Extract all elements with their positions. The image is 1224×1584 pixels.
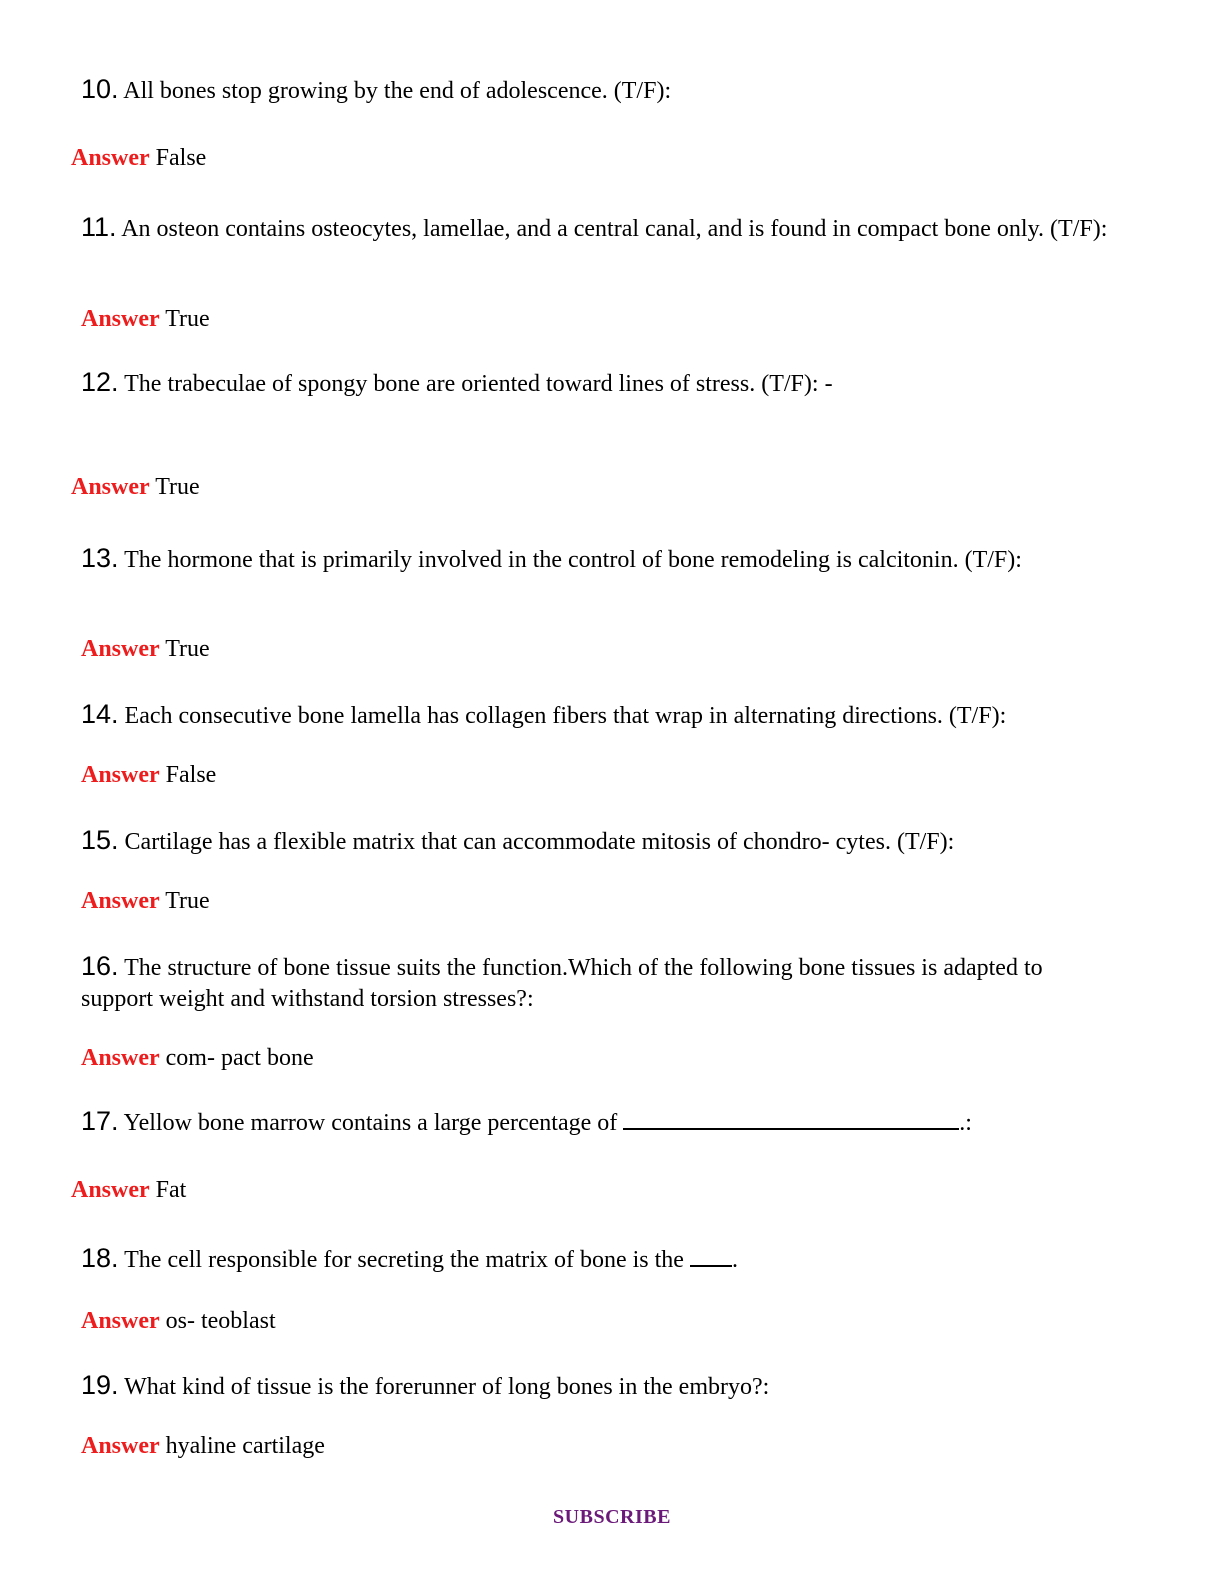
question-text: The trabeculae of spongy bone are oriented toward lines of stress. (T/F): -	[124, 371, 833, 397]
answer-label: Answer	[81, 888, 160, 914]
answer-text: com- pact bone	[165, 1045, 314, 1071]
answer-text: True	[165, 306, 210, 332]
answer-text: False	[165, 762, 217, 788]
answer-label: Answer	[71, 1177, 150, 1203]
question-number: 18.	[81, 1243, 119, 1273]
answer-16	[81, 1043, 314, 1074]
question-text: All bones stop growing by the end of adolescence. (T/F):	[123, 78, 672, 104]
question-number: 10.	[81, 74, 119, 104]
question-11	[81, 212, 1141, 245]
question-number: 12.	[81, 367, 119, 397]
question-text: An osteon contains osteocytes, lamellae, and a central canal, and is found in compact bone only. (T/F):	[121, 216, 1108, 242]
question-text: Yellow bone marrow contains a large percentage of	[123, 1110, 618, 1136]
question-number: 13.	[81, 543, 119, 573]
question-number: 19.	[81, 1370, 119, 1400]
answer-text: Fat	[155, 1177, 187, 1203]
answer-label: Answer	[81, 1045, 160, 1071]
answer-label: Answer	[81, 1433, 160, 1459]
answer-18	[81, 1306, 276, 1337]
answer-11	[81, 304, 210, 335]
question-text: The structure of bone tissue suits the function.Which of the following bone tissues is adapted to support weight and withstand torsion stresses?:	[81, 955, 1043, 1012]
answer-text: False	[155, 145, 207, 171]
answer-label: Answer	[81, 762, 160, 788]
answer-text: True	[165, 636, 210, 662]
question-17	[81, 1106, 972, 1139]
answer-text: os- teoblast	[165, 1308, 276, 1334]
answer-13	[81, 634, 210, 665]
question-number: 14.	[81, 699, 119, 729]
question-13	[81, 543, 1141, 576]
question-text-end: .:	[959, 1110, 972, 1136]
answer-14	[81, 760, 216, 791]
question-text: What kind of tissue is the forerunner of long bones in the embryo?:	[124, 1374, 770, 1400]
fill-in-blank	[690, 1243, 732, 1267]
answer-17	[71, 1175, 186, 1206]
answer-10	[71, 143, 206, 174]
question-text: Each consecutive bone lamella has collagen fibers that wrap in alternating directions. (T/F):	[124, 703, 1007, 729]
question-number: 11.	[81, 212, 117, 242]
question-number: 15.	[81, 825, 119, 855]
question-text: Cartilage has a flexible matrix that can accommodate mitosis of chondro- cytes. (T/F):	[124, 829, 955, 855]
answer-label: Answer	[71, 145, 150, 171]
answer-15	[81, 886, 210, 917]
fill-in-blank	[623, 1106, 959, 1130]
answer-12	[71, 472, 200, 503]
question-number: 16.	[81, 951, 119, 981]
question-10	[81, 74, 671, 107]
question-text: The hormone that is primarily involved in the control of bone remodeling is calcitonin. (T/F):	[124, 547, 1022, 573]
answer-text: True	[155, 474, 200, 500]
question-15	[81, 825, 954, 858]
answer-text: hyaline cartilage	[165, 1433, 325, 1459]
answer-text: True	[165, 888, 210, 914]
question-text: The cell responsible for secreting the matrix of bone is the	[124, 1247, 684, 1273]
question-12	[81, 367, 833, 400]
answer-label: Answer	[81, 306, 160, 332]
question-number: 17.	[81, 1106, 119, 1136]
answer-19	[81, 1431, 325, 1462]
answer-label: Answer	[81, 636, 160, 662]
question-19	[81, 1370, 769, 1403]
question-text-end: .	[731, 1247, 738, 1273]
answer-label: Answer	[81, 1308, 160, 1334]
question-14	[81, 699, 1006, 732]
question-18	[81, 1243, 738, 1276]
answer-label: Answer	[71, 474, 150, 500]
subscribe-link[interactable]: SUBSCRIBE	[553, 1506, 671, 1528]
question-16	[81, 951, 1081, 1015]
